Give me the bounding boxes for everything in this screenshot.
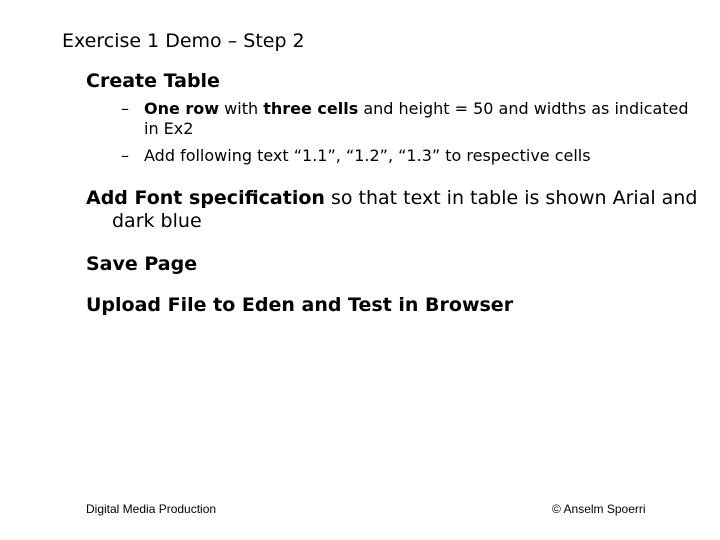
bullet-font-spec (86, 187, 720, 233)
subbullet-one-row-bold-1: One row (144, 99, 220, 118)
subbullet-one-row-text-1: with (219, 99, 264, 118)
subbullet-add-text-text-1: Add following text “1.1”, “1.2”, “1.3” to respective cells (144, 146, 591, 165)
bullet-upload-file-bold: Upload File to Eden and Test in Browser (86, 294, 514, 316)
bullet-save-page (86, 253, 720, 276)
bullet-create-table-bold: Create Table (86, 70, 220, 92)
footer-copyright: © Anselm Spoerri (552, 502, 646, 516)
bullet-create-table (86, 70, 720, 93)
subbullet-one-row (121, 99, 704, 139)
subbullet-one-row-text-2: and height = 50 and widths as indicated in Ex2 (144, 99, 689, 138)
slide-title: Exercise 1 Demo – Step 2 (62, 30, 305, 52)
bullet-upload-file (86, 294, 720, 317)
dash-marker: – (121, 99, 129, 118)
bullet-font-spec-bold: Add Font specification (86, 187, 325, 209)
subbullet-add-text (121, 146, 704, 166)
dash-marker: – (121, 146, 129, 165)
bullet-save-page-bold: Save Page (86, 253, 198, 275)
subbullet-one-row-bold-2: three cells (263, 99, 359, 118)
bullet-font-spec-text: so that text in table is shown Arial and dark blue (112, 187, 698, 232)
footer-course: Digital Media Production (86, 502, 217, 516)
